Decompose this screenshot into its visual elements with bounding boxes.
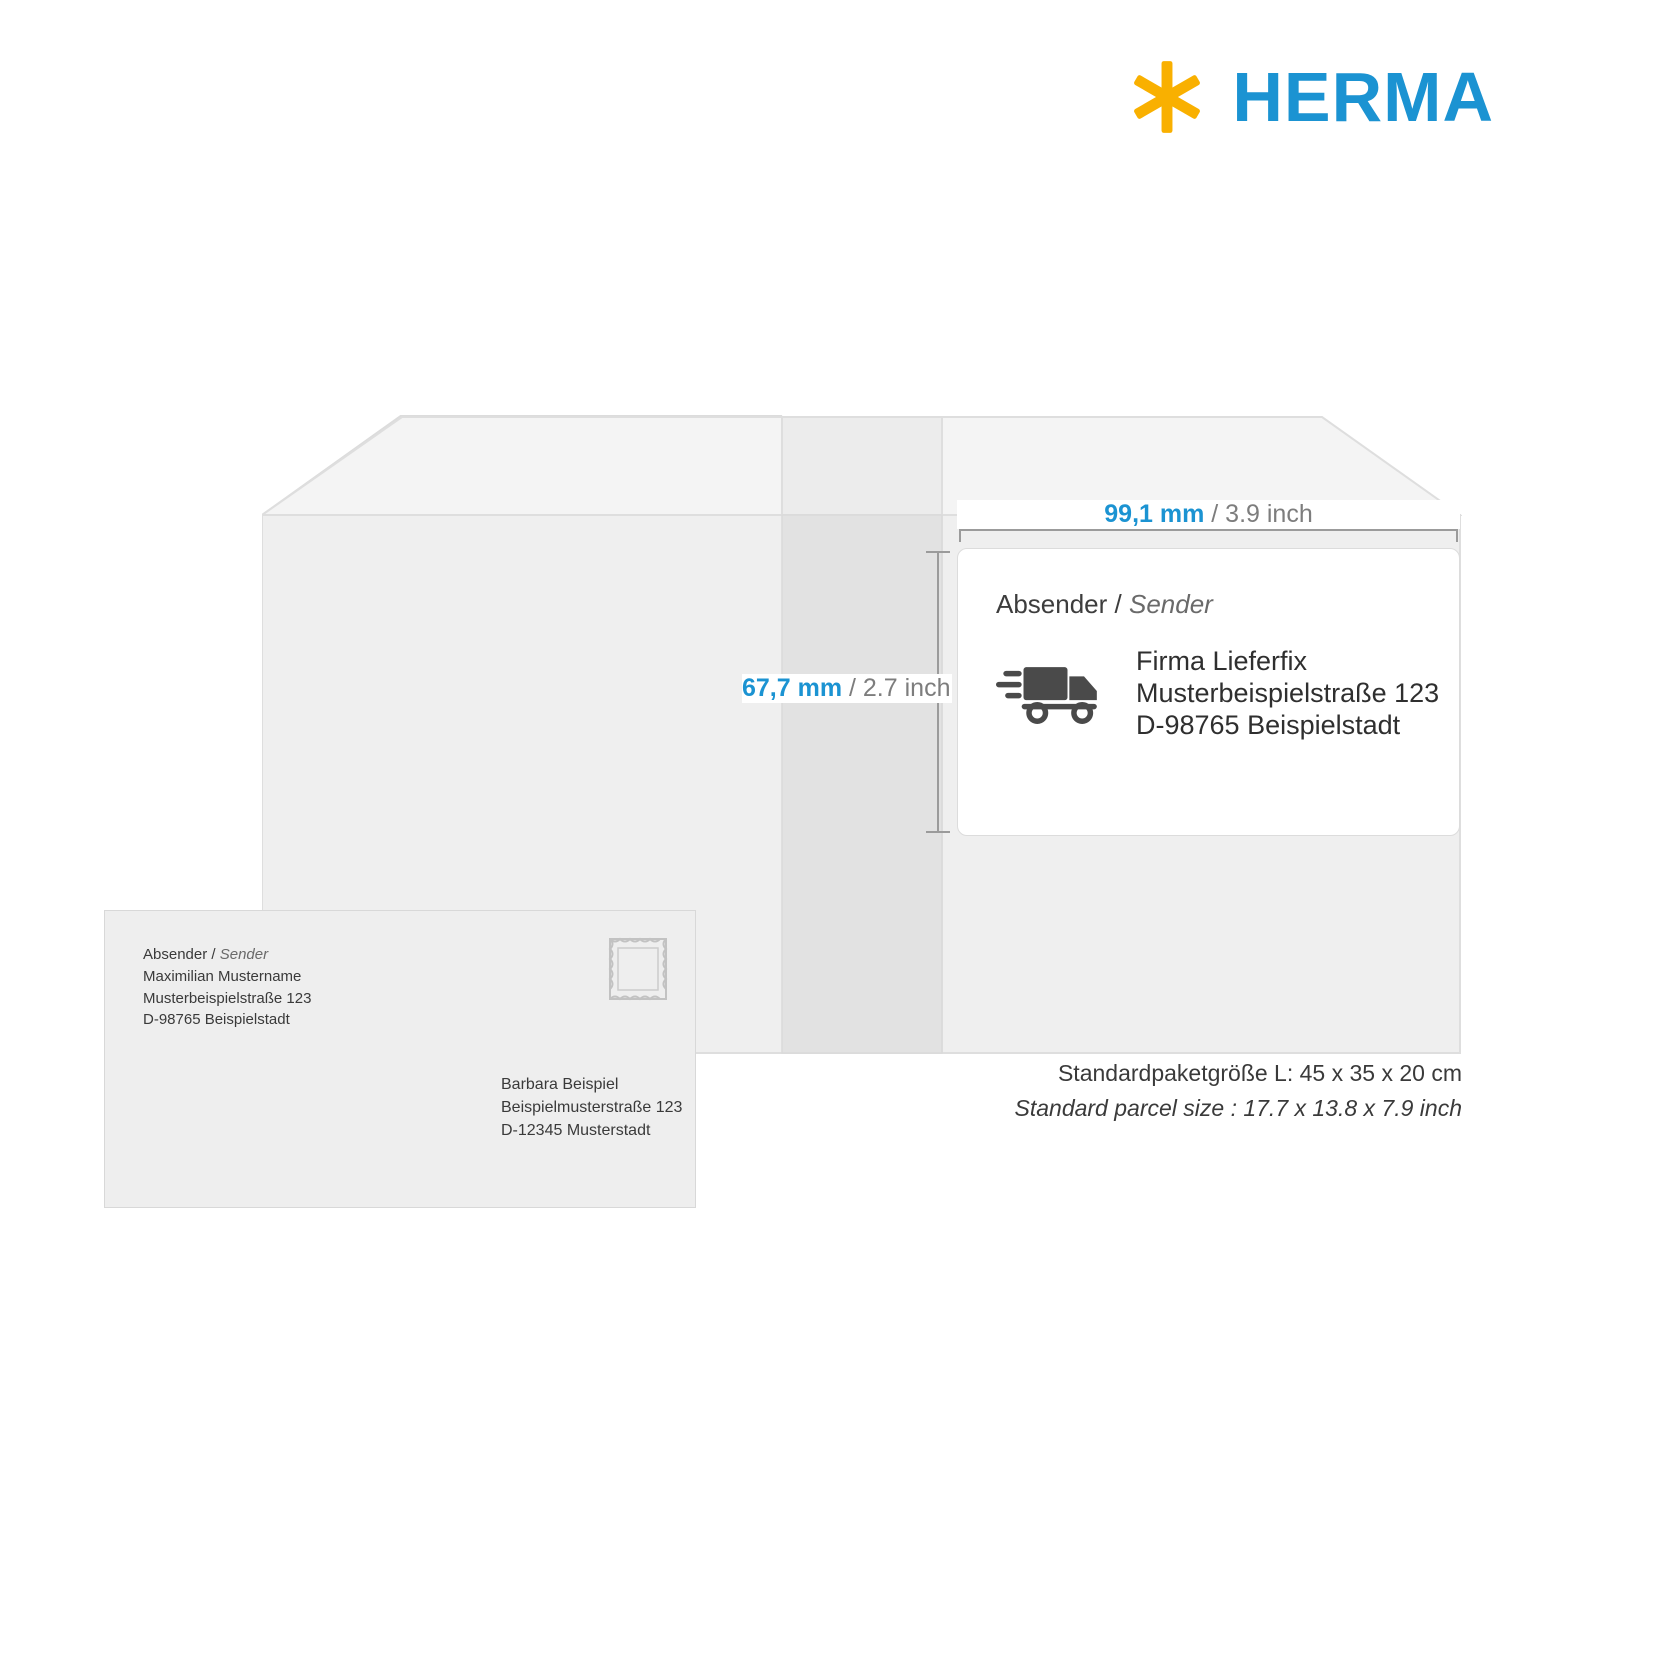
height-mm-value: 67,7 mm — [742, 674, 843, 702]
envelope — [104, 910, 696, 1208]
envelope-recipient-block — [501, 1073, 682, 1143]
shipping-address-line-2: Musterbeispielstraße 123 — [1136, 677, 1440, 708]
shipping-label-heading-prefix: Absender / — [996, 589, 1122, 619]
caption-de: Standardpaketgröße L: 45 x 35 x 20 cm — [1057, 1060, 1462, 1086]
shipping-label — [957, 548, 1460, 836]
delivery-truck-icon — [996, 652, 1106, 730]
shipping-label-address — [1136, 646, 1439, 742]
envelope-sender-line-3: D-98765 Beispielstadt — [143, 1011, 290, 1029]
envelope-sender-heading-sender: Sender — [219, 946, 269, 963]
width-dimension — [957, 500, 1460, 544]
envelope-sender-heading — [143, 944, 311, 966]
caption-en: Standard parcel size : 17.7 x 13.8 x 7.9 inch — [1014, 1094, 1462, 1121]
envelope-sender-block — [143, 944, 311, 1031]
envelope-sender-heading-prefix: Absender / — [143, 946, 216, 963]
envelope-recipient-line-3: D-12345 Musterstadt — [501, 1122, 651, 1140]
shipping-address-line-1: Firma Lieferfix — [1136, 646, 1308, 676]
envelope-sender-line-2: Musterbeispielstraße 123 — [143, 989, 312, 1007]
shipping-address-line-3: D-98765 Beispielstadt — [1136, 709, 1401, 740]
width-mm-value: 99,1 mm — [1104, 500, 1205, 528]
brand-name: HERMA — [1232, 58, 1494, 136]
envelope-recipient-line-2: Beispielmusterstraße 123 — [501, 1099, 683, 1117]
brand-logo — [1128, 58, 1494, 136]
postage-stamp-icon — [605, 933, 671, 1005]
asterisk-icon — [1128, 58, 1206, 136]
shipping-label-heading-sender: Sender — [1128, 589, 1213, 619]
parcel-size-caption — [1015, 1056, 1463, 1125]
envelope-sender-line-1: Maximilian Mustername — [143, 967, 302, 985]
height-dimension — [742, 548, 952, 836]
width-dimension-label — [957, 500, 1460, 529]
height-inch-value: / 2.7 inch — [849, 674, 951, 702]
width-inch-value: / 3.9 inch — [1211, 500, 1313, 528]
shipping-label-heading — [996, 589, 1459, 620]
envelope-recipient-line-1: Barbara Beispiel — [501, 1076, 619, 1093]
shipping-label-body — [996, 646, 1459, 742]
height-dimension-label — [742, 674, 952, 703]
